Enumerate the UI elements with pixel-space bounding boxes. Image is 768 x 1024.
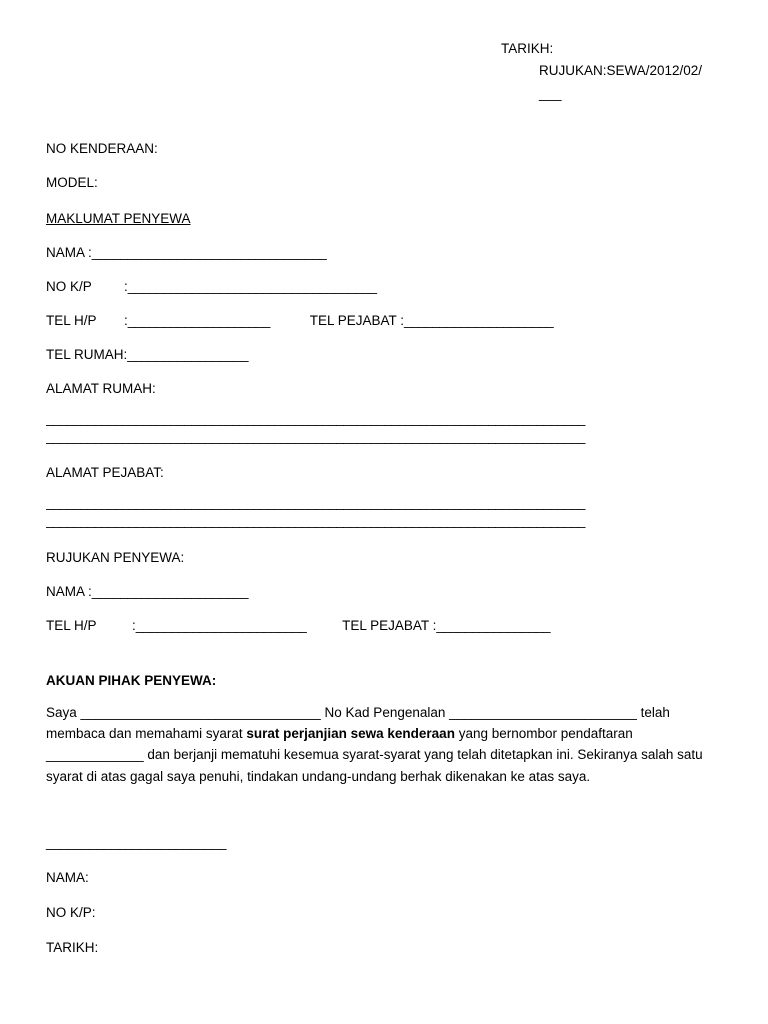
document-header <box>501 38 722 105</box>
rujukan-nama-row <box>46 584 722 599</box>
tel-rumah-row <box>46 347 722 362</box>
alamat-rumah-label: ALAMAT RUMAH: <box>46 380 156 396</box>
tel-hp-colon: : <box>124 312 128 328</box>
tel-pejabat-label: TEL PEJABAT : <box>309 312 404 328</box>
akuan-text-part2: yang bernombor pendaftaran _____________ dan berjanji mematuhi kesemua syarat-syarat yang telah ditetapkan ini. Sekiranya salah satu syarat di atas gagal saya penuhi, tindakan undang-undang berhak dikenakan ke atas saya. <box>46 726 703 784</box>
rujukan-tel-hp-blank[interactable]: ________________________ <box>135 617 307 633</box>
date-label: TARIKH: <box>501 41 554 56</box>
alamat-rumah-row <box>46 381 722 396</box>
signature-nokp-label: NO K/P: <box>46 904 96 920</box>
rujukan-tel-pejabat-label: TEL PEJABAT : <box>342 617 437 633</box>
rujukan-tel-hp-row <box>46 618 722 633</box>
nama-row <box>46 245 722 260</box>
tel-hp-label: TEL H/P <box>46 312 97 328</box>
akuan-text-part1: Saya ________________________________ No Kad Pengenalan _________________________ telah membaca dan memahami syarat <box>46 704 670 741</box>
no-kp-label: NO K/P <box>46 278 92 294</box>
alamat-rumah-line-2[interactable]: ______________________________________________________________________________ <box>46 429 585 445</box>
nama-blank[interactable]: _________________________________ <box>91 244 327 260</box>
alamat-pejabat-row <box>46 465 722 480</box>
reference-label: RUJUKAN:SEWA/2012/02/ <box>539 63 703 79</box>
akuan-title-label: AKUAN PIHAK PENYEWA: <box>46 672 217 688</box>
no-kp-blank[interactable]: ___________________________________ <box>127 278 377 294</box>
model-row <box>46 175 722 190</box>
nama-label: NAMA : <box>46 244 92 260</box>
tel-hp-row <box>46 313 722 328</box>
no-kenderaan-label: NO KENDERAAN: <box>46 140 158 156</box>
alamat-pejabat-line-2[interactable]: ______________________________________________________________________________ <box>46 513 585 529</box>
rujukan-tel-hp-label: TEL H/P <box>46 617 97 633</box>
no-kp-colon: : <box>124 278 128 294</box>
alamat-pejabat-line-1[interactable]: ______________________________________________________________________________ <box>46 495 585 511</box>
signature-tarikh-row <box>46 940 722 955</box>
tel-rumah-label: TEL RUMAH: <box>46 346 128 362</box>
maklumat-penyewa-heading <box>46 211 722 226</box>
akuan-title <box>46 673 722 688</box>
alamat-pejabat-label: ALAMAT PEJABAT: <box>46 465 164 481</box>
signature-nama-label: NAMA: <box>46 869 89 885</box>
rujukan-tel-hp-colon: : <box>132 617 136 633</box>
no-kenderaan-row <box>46 141 722 156</box>
rujukan-tel-pejabat-blank[interactable]: ________________ <box>436 617 551 633</box>
tel-hp-blank[interactable]: ____________________ <box>127 312 270 328</box>
rujukan-nama-label: NAMA : <box>46 583 92 599</box>
akuan-paragraph <box>46 702 718 787</box>
signature-nokp-row <box>46 905 722 920</box>
rujukan-penyewa-row <box>46 550 722 565</box>
rujukan-nama-blank[interactable]: ______________________ <box>91 583 249 599</box>
tel-rumah-blank[interactable]: _________________ <box>127 346 249 362</box>
signature-line[interactable]: _________________________ <box>46 834 227 850</box>
model-label: MODEL: <box>46 174 98 190</box>
signature-tarikh-label: TARIKH: <box>46 939 99 955</box>
maklumat-penyewa-label: MAKLUMAT PENYEWA <box>46 210 191 226</box>
reference-blank: ___ <box>539 85 562 101</box>
alamat-rumah-line-1[interactable]: ______________________________________________________________________________ <box>46 410 585 426</box>
akuan-text-bold: surat perjanjian sewa kenderaan <box>246 726 455 741</box>
signature-nama-row <box>46 870 722 885</box>
no-kp-row <box>46 279 722 294</box>
tel-pejabat-blank[interactable]: _____________________ <box>404 312 554 328</box>
rujukan-penyewa-label: RUJUKAN PENYEWA: <box>46 549 185 565</box>
